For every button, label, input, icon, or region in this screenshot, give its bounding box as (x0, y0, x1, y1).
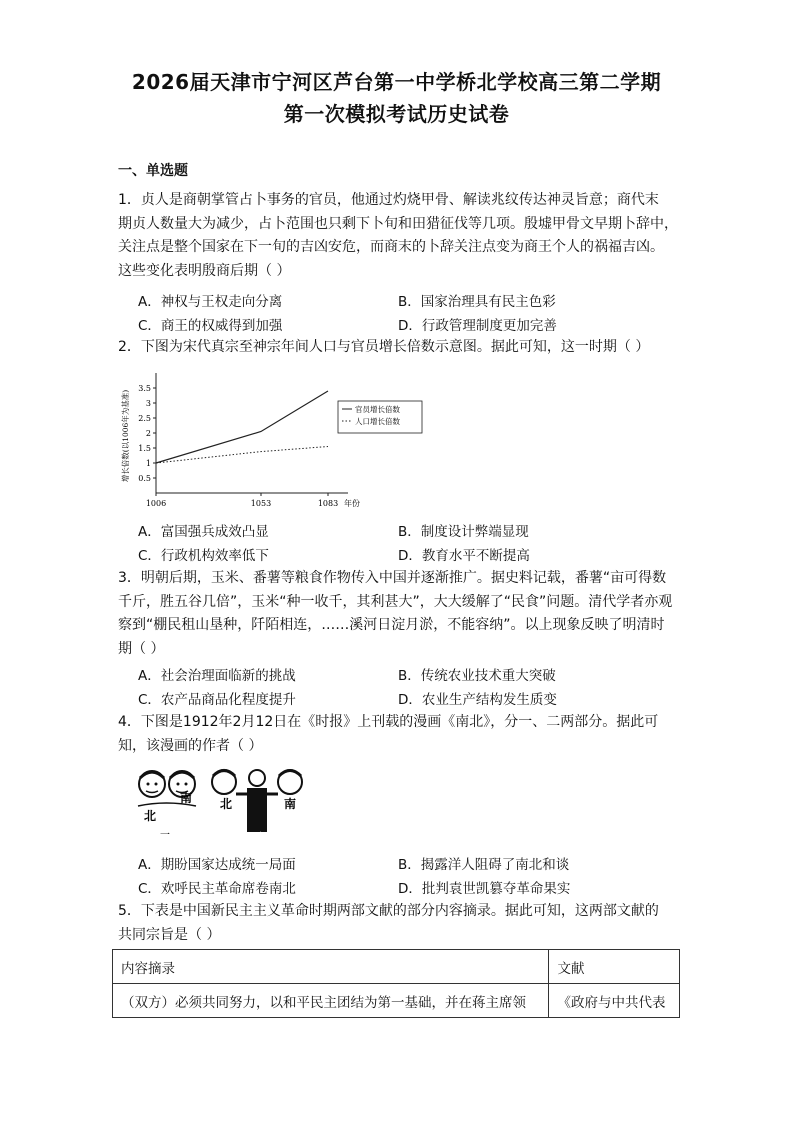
cartoon-label: 南 (180, 791, 193, 805)
table-cell: （双方）必须共同努力，以和平民主团结为第一基础，并在蒋主席领 (113, 984, 549, 1018)
x-tick-label: 1083 (317, 499, 339, 508)
q3-option-b[interactable]: B．传统农业技术重大突破 (398, 668, 556, 684)
legend-label: 官员增长倍数 (355, 405, 400, 414)
table-header-row (113, 950, 680, 984)
y-tick-label: 1.5 (138, 444, 151, 453)
line-chart-svg (118, 365, 438, 515)
q4-line: 4．下图是1912年2月12日在《时报》上刊载的漫画《南北》，分一、二两部分。据此可 (118, 714, 659, 730)
cartoon-label: 北 (220, 797, 233, 811)
q1-option-a[interactable]: A．神权与王权走向分离 (138, 294, 283, 310)
population-officials-chart (118, 365, 438, 515)
q1-line: 期贞人数量大为减少，占卜范围也只剩下卜旬和田猎征伐等几项。殷墟甲骨文早期卜辞中， (118, 215, 678, 232)
y-tick-label: 2 (145, 429, 151, 438)
q3-line: 千斤，胜五谷几倍”，玉米“种一收千，其利甚大”，大大缓解了“民食”问题。清代学者亦观 (118, 593, 673, 610)
q3-option-c[interactable]: C．农产品商品化程度提升 (138, 692, 296, 708)
q1-line: 1．贞人是商朝掌管占卜事务的官员，他通过灼烧甲骨、解读兆纹传达神灵旨意；商代末 (118, 192, 659, 208)
x-axis-unit: 年份 (344, 499, 360, 508)
cartoon-part-one (138, 771, 196, 840)
y-tick-label: 0.5 (138, 474, 151, 483)
x-tick-label: 1053 (250, 499, 272, 508)
y-tick-label: 2.5 (138, 414, 151, 423)
series-line-officials (156, 391, 328, 463)
cartoon-label: 北 (144, 809, 157, 823)
q2-option-d[interactable]: D．教育水平不断提高 (398, 548, 530, 564)
q1-line: 这些变化表明殷商后期（ ） (118, 262, 291, 279)
q4-line: 知，该漫画的作者（ ） (118, 737, 263, 754)
q5-line: 5．下表是中国新民主主义革命时期两部文献的部分内容摘录。据此可知，这两部文献的 (118, 903, 659, 919)
table-header-cell: 内容摘录 (113, 950, 549, 984)
question-3-stem (118, 567, 678, 661)
q3-line: 期（ ） (118, 640, 165, 657)
q1-option-b[interactable]: B．国家治理具有民主色彩 (398, 294, 556, 310)
q3-line: 3．明朝后期，玉米、番薯等粮食作物传入中国并逐渐推广。据史料记载，番薯“亩可得数 (118, 570, 667, 586)
q1-option-c[interactable]: C．商王的权威得到加强 (138, 318, 283, 334)
question-2-stem: 2．下图为宋代真宗至神宗年间人口与官员增长倍数示意图。据此可知，这一时期（ ） (118, 339, 650, 355)
table-header-cell: 文献 (549, 950, 680, 984)
q1-option-d[interactable]: D．行政管理制度更加完善 (398, 318, 557, 334)
exam-title-line2: 第一次模拟考试历史试卷 (283, 102, 510, 126)
question-1-stem (118, 189, 678, 283)
q3-option-d[interactable]: D．农业生产结构发生质变 (398, 692, 557, 708)
y-tick-label: 3.5 (138, 384, 151, 393)
q1-line: 关注点是整个国家在下一旬的吉凶安危，而商末的卜辞关注点变为商王个人的祸福吉凶。 (118, 239, 664, 255)
y-tick-label: 3 (145, 399, 151, 408)
q4-option-c[interactable]: C．欢呼民主革命席卷南北 (138, 881, 296, 897)
exam-title-line1: 2026届天津市宁河区芦台第一中学桥北学校高三第二学期 (131, 70, 662, 94)
q3-line: 察到“棚民租山垦种，阡陌相连，……溪河日淀月淤，不能容纳”。以上现象反映了明清时 (118, 617, 665, 633)
documents-table (112, 949, 680, 1018)
cartoon-caption: 一 (160, 830, 170, 840)
cartoon-label: 南 (284, 797, 297, 811)
y-tick-label: 1 (145, 459, 151, 468)
section-heading: 一、单选题 (118, 163, 188, 179)
q4-option-a[interactable]: A．期盼国家达成统一局面 (138, 857, 296, 873)
q2-option-c[interactable]: C．行政机构效率低下 (138, 548, 269, 564)
q4-option-b[interactable]: B．揭露洋人阻碍了南北和谈 (398, 857, 570, 873)
q5-line: 共同宗旨是（ ） (118, 926, 221, 943)
table-cell: 《政府与中共代表 (549, 984, 680, 1018)
y-axis-label: 增长倍数(以1006年为基准) (121, 389, 130, 483)
q3-option-a[interactable]: A．社会治理面临新的挑战 (138, 668, 296, 684)
q4-option-d[interactable]: D．批判袁世凯篡夺革命果实 (398, 881, 571, 897)
q2-option-b[interactable]: B．制度设计弊端显现 (398, 524, 529, 540)
legend-label: 人口增长倍数 (355, 417, 400, 426)
cartoon-part-two (212, 770, 302, 840)
x-tick-label: 1006 (145, 499, 167, 508)
q2-option-a[interactable]: A．富国强兵成效凸显 (138, 524, 269, 540)
cartoon-nanbei (130, 760, 310, 840)
question-4-stem (118, 711, 678, 758)
question-5-stem (118, 900, 678, 947)
table-row (113, 984, 680, 1018)
cartoon-caption: 二 (253, 831, 263, 840)
